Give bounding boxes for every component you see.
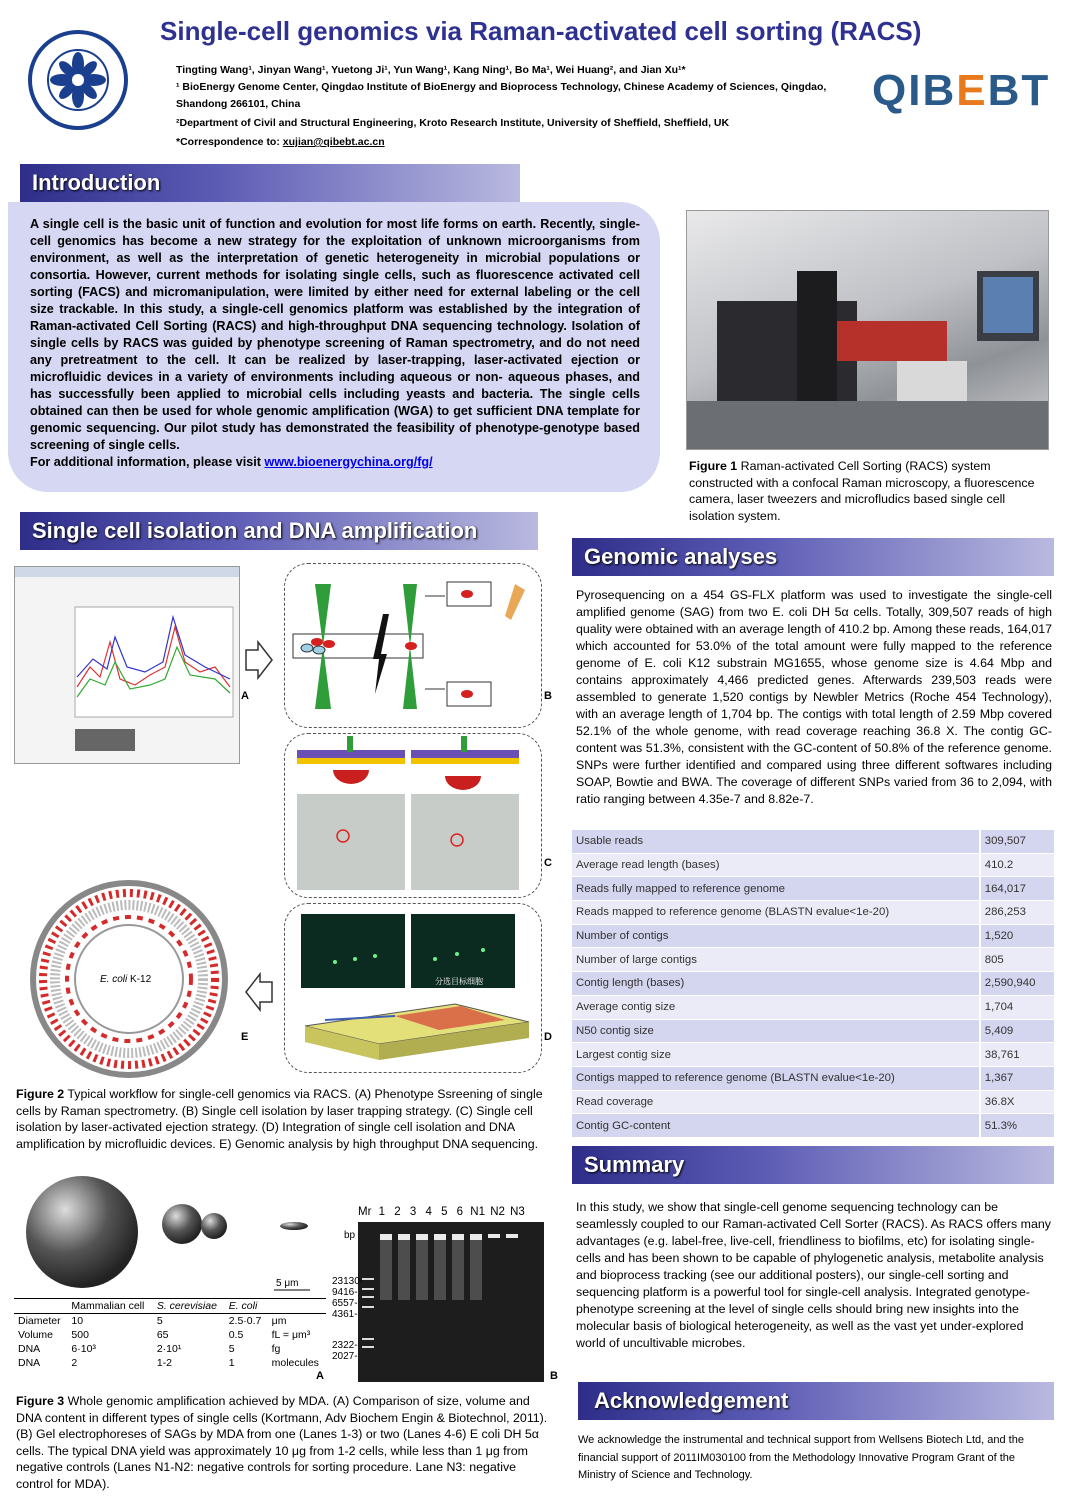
stats-row	[572, 1066, 1054, 1090]
cell-table-cell: 2·10¹	[156, 1343, 182, 1355]
cell-table-cell: DNA	[18, 1357, 41, 1369]
gel-lane-labels	[358, 1206, 548, 1218]
cell-table-cell: 6·10³	[71, 1343, 96, 1355]
cell-table-cell: μm	[271, 1315, 287, 1327]
fig3-label-b: B	[550, 1370, 558, 1382]
stats-label: Average contig size	[572, 995, 980, 1019]
laser-trapping-diagram-icon	[285, 564, 543, 729]
cell-table-cell: 10	[71, 1315, 84, 1327]
cell-table-header	[14, 1299, 326, 1314]
fig3-caption-text: Whole genomic amplification achieved by MDA. (A) Comparison of size, volume and DNA content in different types of single cells (Kortmann, Adv Biochem Engin & Biotechnol, 2011). (B) Gel electrophoreses of SAGs by MDA from one (Lanes 1-3) or two (Lanes 4-6) E coli DH 5α cells. The typical DNA yield was approximately 10 μg from 1-2 cells, while less than 1 μg from negative controls (Lanes N1-N2: negative controls for sorting procedure. Lane N3: negative control for MDA).	[16, 1394, 548, 1491]
cell-table-row	[14, 1342, 326, 1356]
gel-marker-label: 2322-	[332, 1340, 358, 1351]
gel-marker-label: 23130-	[332, 1276, 364, 1287]
stats-value: 1,704	[980, 995, 1054, 1019]
correspondence-label: *Correspondence to:	[176, 136, 280, 148]
affiliation-2: ²Department of Civil and Structural Engineering, Kroto Research Institute, University of Sheffield, Sheffield, UK	[176, 117, 730, 129]
stats-value: 2,590,940	[980, 972, 1054, 996]
fig2-label: Figure 2	[16, 1087, 65, 1101]
cell-table-cell: 2	[71, 1357, 78, 1369]
cell-table-col: E. coli	[228, 1300, 258, 1312]
raman-software-screenshot	[14, 566, 240, 764]
logo-text-bt: BT	[987, 66, 1051, 115]
cell-table-cell: 1-2	[156, 1357, 172, 1369]
gel-marker-label: 2027-	[332, 1351, 358, 1362]
gel-lane-label: 1	[378, 1206, 386, 1218]
microfluidic-chip-icon	[285, 904, 543, 1074]
gel-lane-label: 5	[441, 1206, 448, 1218]
stats-row	[572, 1043, 1054, 1067]
stats-label: Read coverage	[572, 1090, 980, 1114]
fig1-caption-text: Raman-activated Cell Sorting (RACS) system constructed with a confocal Raman microscopy, a fluorescence camera, laser tweezers and microfludics based single cell isolation system.	[689, 459, 1035, 523]
chinese-label-text: 分选目标细胞	[435, 977, 483, 986]
panel-label-b: B	[544, 690, 552, 702]
cas-emblem-icon	[32, 34, 124, 126]
stats-row	[572, 1090, 1054, 1114]
stats-row	[572, 853, 1054, 877]
cell-table-cell: 500	[71, 1329, 89, 1341]
stats-value: 51.3%	[980, 1114, 1054, 1138]
stats-value: 309,507	[980, 830, 1054, 853]
genomic-text: Pyrosequencing on a 454 GS-FLX platform was used to investigate the single-cell amplified genome (SAG) from two E. coli DH 5α cells. Totally, 309,507 reads of high quality were obtained with an average length of 410.2 bp. Among these reads, 164,017 which accounted for 53.0% of the total amount were fully mapped to the reference genome of E. coli K12 substrain MG1655, whose genome size is 4.64 Mbp and contains approximately 4,466 predicted genes. Afterwards 239,503 reads were assembled to generate 1,520 contigs by Newbler Metrics (Roche 454 Technology), with an average length of 1,704 bp. The contigs with total length of 2.59 Mbp covered 52.1% of the whole genome, with read coverage reaching 36.8 X. The contig GC-content was 51.3%, consistent with the GC-content of 50.8% of the reference genome. SNPs were further identified and compared using three different softwares including SOAP, Bowtie and BWA. The coverage of different SNPs varied from 36 to 2,094, with ratio ranging between 4.35e-7 and 8.82e-7.	[576, 588, 1052, 806]
genomic-heading: Genomic analyses	[572, 538, 1054, 576]
arrow-right-icon	[244, 640, 274, 680]
stats-value: 1,520	[980, 924, 1054, 948]
gel-marker-label: 9416-	[332, 1287, 358, 1298]
cell-table-cell: DNA	[18, 1343, 41, 1355]
poster-title: Single-cell genomics via Raman-activated cell sorting (RACS)	[160, 16, 922, 46]
intro-heading: Introduction	[20, 164, 520, 202]
stats-row	[572, 1019, 1054, 1043]
correspondence-email[interactable]: xujian@qibebt.ac.cn	[282, 136, 385, 148]
intro-link[interactable]: www.bioenergychina.org/fg/	[264, 455, 433, 469]
gel-lane-label: 4	[425, 1206, 432, 1218]
cell-table-row	[14, 1328, 326, 1342]
panel-label-c: C	[544, 857, 552, 869]
panel-label-a: A	[241, 690, 249, 702]
cell-table-cell: fg	[271, 1343, 281, 1355]
ecoli-cell-shape	[280, 1222, 308, 1230]
stats-value: 38,761	[980, 1043, 1054, 1067]
cell-table-cell: Volume	[18, 1329, 54, 1341]
ack-text: We acknowledge the instrumental and technical support from Wellsens Biotech Ltd, and the financial support of 2011IM030100 from the Methodology Innovative Program Grant of the Ministry of Science and Technology.	[578, 1434, 1024, 1481]
cell-table-cell: Diameter	[18, 1315, 61, 1327]
mammalian-cell-sphere	[26, 1176, 138, 1288]
stats-row	[572, 924, 1054, 948]
cell-table-cell: 65	[156, 1329, 169, 1341]
cell-table-col	[14, 1299, 67, 1314]
affiliation-1: ¹ BioEnergy Genome Center, Qingdao Institute of BioEnergy and Bioprocess Technology, Chinese Academy of Sciences, Qingdao, Shandong 266101, China	[176, 81, 827, 110]
stats-label: Number of contigs	[572, 924, 980, 948]
stats-value: 286,253	[980, 901, 1054, 925]
racs-system-photo	[686, 210, 1049, 450]
intro-link-line	[30, 454, 640, 471]
arrow-left-icon	[244, 972, 274, 1012]
cell-table-col: S. cerevisiae	[156, 1300, 217, 1312]
genome-circle-map	[20, 876, 238, 1086]
panel-d-microfluidic	[284, 903, 542, 1073]
stats-row	[572, 877, 1054, 901]
gel-marker-labels	[332, 1276, 363, 1362]
panel-b-laser-trapping	[284, 563, 542, 728]
cell-table-cell: 5	[156, 1315, 163, 1327]
scale-bar-label: 5 μm	[276, 1278, 299, 1289]
fig3-label-a: A	[316, 1370, 324, 1382]
cell-table-col: Mammalian cell	[71, 1300, 145, 1312]
intro-link-prefix: For additional information, please visit	[30, 455, 265, 469]
stats-value: 1,367	[980, 1066, 1054, 1090]
gel-marker-label: 4361-	[332, 1309, 358, 1320]
gel-lane-label: N1	[470, 1206, 485, 1218]
genome-label-strain: K-12	[127, 974, 152, 985]
yeast-cell-sphere	[162, 1204, 202, 1244]
cell-table-cell: molecules	[271, 1357, 319, 1369]
stats-label: Contigs mapped to reference genome (BLASTN evalue<1e-20)	[572, 1066, 980, 1090]
intro-text: A single cell is the basic unit of function and evolution for most life forms on earth. Recently, single-cell genomics has become a new strategy for the exploitation of unknown microorganisms from environment, as well as the interpretation of genetic heterogeneity in microbial populations or consortia. However, current methods for isolating single cells, such as fluorescence activated cell sorting (FACS) and micromanipulation, were limited by either need for external labeling or the cell size trackable. In this study, a single-cell genomics platform was established by the integration of Raman-activated Cell Sorting (RACS) and high-throughput DNA sequencing technology. Isolation of single cells by RACS was guided by phenotype screening of Raman spectrometry, and do not need any pretreatment to the cell. It can be realized by laser-trapping, laser-activated ejection or microfluidic devices in a variety of environments including aqueous or non- aqueous phases, and has successfully been applied to microbial cells including yeasts and bacteria. The single cells obtained can then be used for whole genomic amplification (WGA) to get sufficient DNA template for genomic sequencing. Our pilot study has demonstrated the feasibility of phenotype-genotype based screening of single cells.	[30, 217, 640, 452]
summary-text: In this study, we show that single-cell genome sequencing technology can be seamlessly coupled to our Raman-activated Cell Sorter (RACS). As RACS offers many advantages (e.g. label-free, live-cell, friendliness to biofilms, etc) for isolating single-cells and has been shown to be capable of phylogenetic analysis, metabolite analysis and bioprocess tracking (see our additional posters), our single-cell sorting and sequencing platform is a powerful tool for single-cell analysis. Integrated genotype-phenotype screening at the level of single cells should bring new insights into the molecular basis of biological heterogeneity, as well as the vast yet under-explored world of uncultivable microbes.	[576, 1200, 1051, 1350]
cell-table-row	[14, 1314, 326, 1329]
gel-marker-label: 6557-	[332, 1298, 358, 1309]
stats-row	[572, 901, 1054, 925]
panel-label-e: E	[241, 1031, 249, 1043]
stats-label: Average read length (bases)	[572, 853, 980, 877]
stats-row	[572, 830, 1054, 853]
cell-table-cell: 5	[228, 1343, 235, 1355]
fig2-caption-text: Typical workflow for single-cell genomics via RACS. (A) Phenotype Ssreening of single cells by Raman spectrometry. (B) Single cell isolation by laser trapping strategy. (C) Single cell isolation by laser-activated ejection strategy. (D) Integration of single cell isolation and DNA amplification by microfluidic devices. E) Genomic analysis by high throughput DNA sequencing.	[16, 1087, 543, 1151]
laser-ejection-diagram-icon	[285, 734, 543, 899]
cell-table-cell: 1	[228, 1357, 235, 1369]
fig1-caption	[689, 458, 1049, 524]
ack-heading: Acknowledgement	[578, 1382, 1054, 1420]
stats-row	[572, 995, 1054, 1019]
fig1-label: Figure 1	[689, 459, 738, 473]
gel-lane-label: 3	[409, 1206, 417, 1218]
summary-heading: Summary	[572, 1146, 1054, 1184]
fig2-caption	[16, 1086, 544, 1152]
cell-comparison-table	[14, 1298, 326, 1370]
raman-spectrum-icon	[15, 567, 239, 763]
stats-value: 164,017	[980, 877, 1054, 901]
genome-stats-table	[572, 830, 1054, 1138]
cell-table-col	[268, 1299, 326, 1314]
qibebt-logo	[872, 66, 1050, 116]
stats-row	[572, 1114, 1054, 1138]
yeast-bud-sphere	[201, 1213, 227, 1239]
stats-label: Contig GC-content	[572, 1114, 980, 1138]
microscope-photo-icon	[687, 211, 1048, 449]
stats-label: Reads mapped to reference genome (BLASTN evalue<1e-20)	[572, 901, 980, 925]
logo-text-e: E	[956, 66, 988, 115]
stats-row	[572, 948, 1054, 972]
gel-lane-label: N3	[510, 1206, 525, 1218]
stats-row	[572, 972, 1054, 996]
gel-image	[358, 1222, 544, 1382]
stats-label: Number of large contigs	[572, 948, 980, 972]
intro-box	[8, 202, 660, 492]
fig3-caption	[16, 1393, 548, 1492]
author-list: Tingting Wang¹, Jinyan Wang¹, Yuetong Ji¹, Yun Wang¹, Kang Ning¹, Bo Ma¹, Wei Huang², and Jian Xu¹*	[176, 64, 686, 76]
gel-lane-label: 2	[394, 1206, 401, 1218]
gel-bands-icon	[358, 1222, 544, 1382]
stats-label: Reads fully mapped to reference genome	[572, 877, 980, 901]
isolation-heading: Single cell isolation and DNA amplification	[20, 512, 538, 550]
stats-label: Contig length (bases)	[572, 972, 980, 996]
stats-value: 410.2	[980, 853, 1054, 877]
cell-table-row	[14, 1356, 326, 1370]
gel-unit-label: bp	[344, 1230, 356, 1241]
genome-label	[100, 974, 151, 985]
cas-logo	[28, 30, 128, 130]
panel-label-d: D	[544, 1031, 552, 1043]
fig3-label: Figure 3	[16, 1394, 65, 1408]
gel-lane-label: Mr	[358, 1206, 372, 1218]
gel-lane-label: N2	[490, 1206, 505, 1218]
cell-table-cell: fL = μm³	[271, 1329, 311, 1341]
stats-value: 36.8X	[980, 1090, 1054, 1114]
stats-label: Largest contig size	[572, 1043, 980, 1067]
correspondence	[176, 134, 876, 151]
cell-table-cell: 0.5	[228, 1329, 244, 1341]
gel-lane-label: 6	[456, 1206, 464, 1218]
panel-c-laser-ejection	[284, 733, 542, 898]
genome-label-species: E. coli	[100, 974, 128, 985]
logo-text-qib: QIB	[872, 66, 957, 115]
stats-label: N50 contig size	[572, 1019, 980, 1043]
author-block	[176, 62, 876, 151]
cell-table-cell: 2.5·0.7	[228, 1315, 262, 1327]
stats-value: 805	[980, 948, 1054, 972]
stats-value: 5,409	[980, 1019, 1054, 1043]
stats-label: Usable reads	[572, 830, 980, 853]
